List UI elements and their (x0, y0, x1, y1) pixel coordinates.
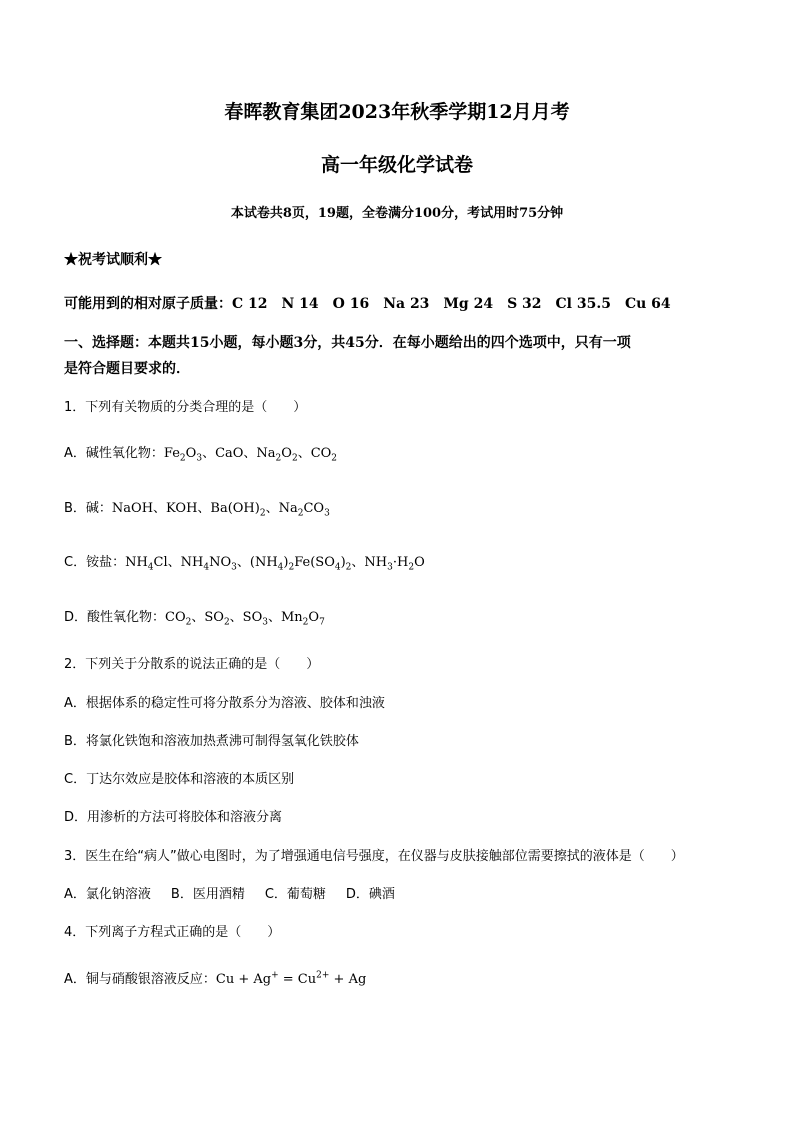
q3-stem: 3．医生在给“病人”做心电图时，为了增强通电信号强度，在仪器与皮肤接触部位需要擦拭的液体是（ ） (64, 849, 684, 864)
q4-option-a (64, 968, 754, 987)
q3-option-c: C．葡萄糖 (264, 887, 326, 902)
q1-option-b (64, 497, 754, 519)
q1-option-d-label: D．酸性氧化物： (64, 610, 166, 625)
q1-option-b-formulas: NaOH、KOH、$Ba(OH)_2$、$Na_2CO_3$ (111, 501, 330, 519)
q1-option-a-label: A．碱性氧化物： (64, 446, 164, 461)
q3-options (64, 883, 754, 902)
q1-option-d (64, 606, 754, 628)
atomic-mass-line: 可能用到的相对原子质量：C 12 N 14 O 16 Na 23 Mg 24 S 32 Cl 35.5 Cu 64 (64, 296, 671, 312)
q2-option-c: C．丁达尔效应是胶体和溶液的本质区别 (64, 772, 295, 787)
exam-info: 本试卷共8页，19题，全卷满分100分，考试用时75分钟 (230, 206, 564, 221)
section-heading-line2: 是符合题目要求的． (64, 361, 190, 377)
exam-title: 春晖教育集团2023年秋季学期12月月考 (224, 101, 570, 123)
q2-stem: 2．下列关于分散系的说法正确的是（ ） (64, 657, 320, 672)
q1-option-a (64, 442, 754, 464)
q4-option-a-label: A．铜与硝酸银溶液反应： (64, 972, 216, 987)
q1-option-c-formulas: $NH_4Cl$、$NH_4NO_3$、$(NH_4)_2Fe(SO_4)_2$、$NH_3\cdot H_2O$ (125, 555, 425, 573)
q2-option-d: D．用渗析的方法可将胶体和溶液分离 (64, 810, 283, 825)
q1-option-c (64, 551, 754, 573)
q4-option-a-equation: $Cu + Ag^+ = Cu^{2+} + Ag$ (215, 970, 367, 987)
q3-option-a: A．氯化钠溶液 (64, 887, 151, 902)
q1-option-b-label: B．碱： (64, 501, 112, 516)
q1-stem: 1．下列有关物质的分类合理的是（ ） (64, 400, 307, 415)
q1-option-a-formulas: $Fe_2O_3$、CaO、$Na_2O_2$、$CO_2$ (163, 446, 338, 464)
q1-option-c-label: C．铵盐： (64, 555, 126, 570)
q3-option-d: D．碘酒 (345, 887, 395, 902)
section-heading-line1: 一、选择题：本题共15小题，每小题3分，共45分．在每小题给出的四个选项中，只有一项 (64, 335, 631, 351)
q2-option-b: B．将氯化铁饱和溶液加热煮沸可制得氢氧化铁胶体 (64, 734, 359, 749)
q3-option-b: B．医用酒精 (170, 887, 245, 902)
wish-text: ★祝考试顺利★ (64, 252, 162, 268)
q2-option-a: A．根据体系的稳定性可将分散系分为溶液、胶体和浊液 (64, 696, 385, 711)
q1-option-d-formulas: $CO_2$、$SO_2$、$SO_3$、$Mn_2O_7$ (165, 610, 325, 628)
exam-subtitle: 高一年级化学试卷 (320, 154, 473, 176)
q4-stem: 4．下列离子方程式正确的是（ ） (64, 925, 281, 940)
